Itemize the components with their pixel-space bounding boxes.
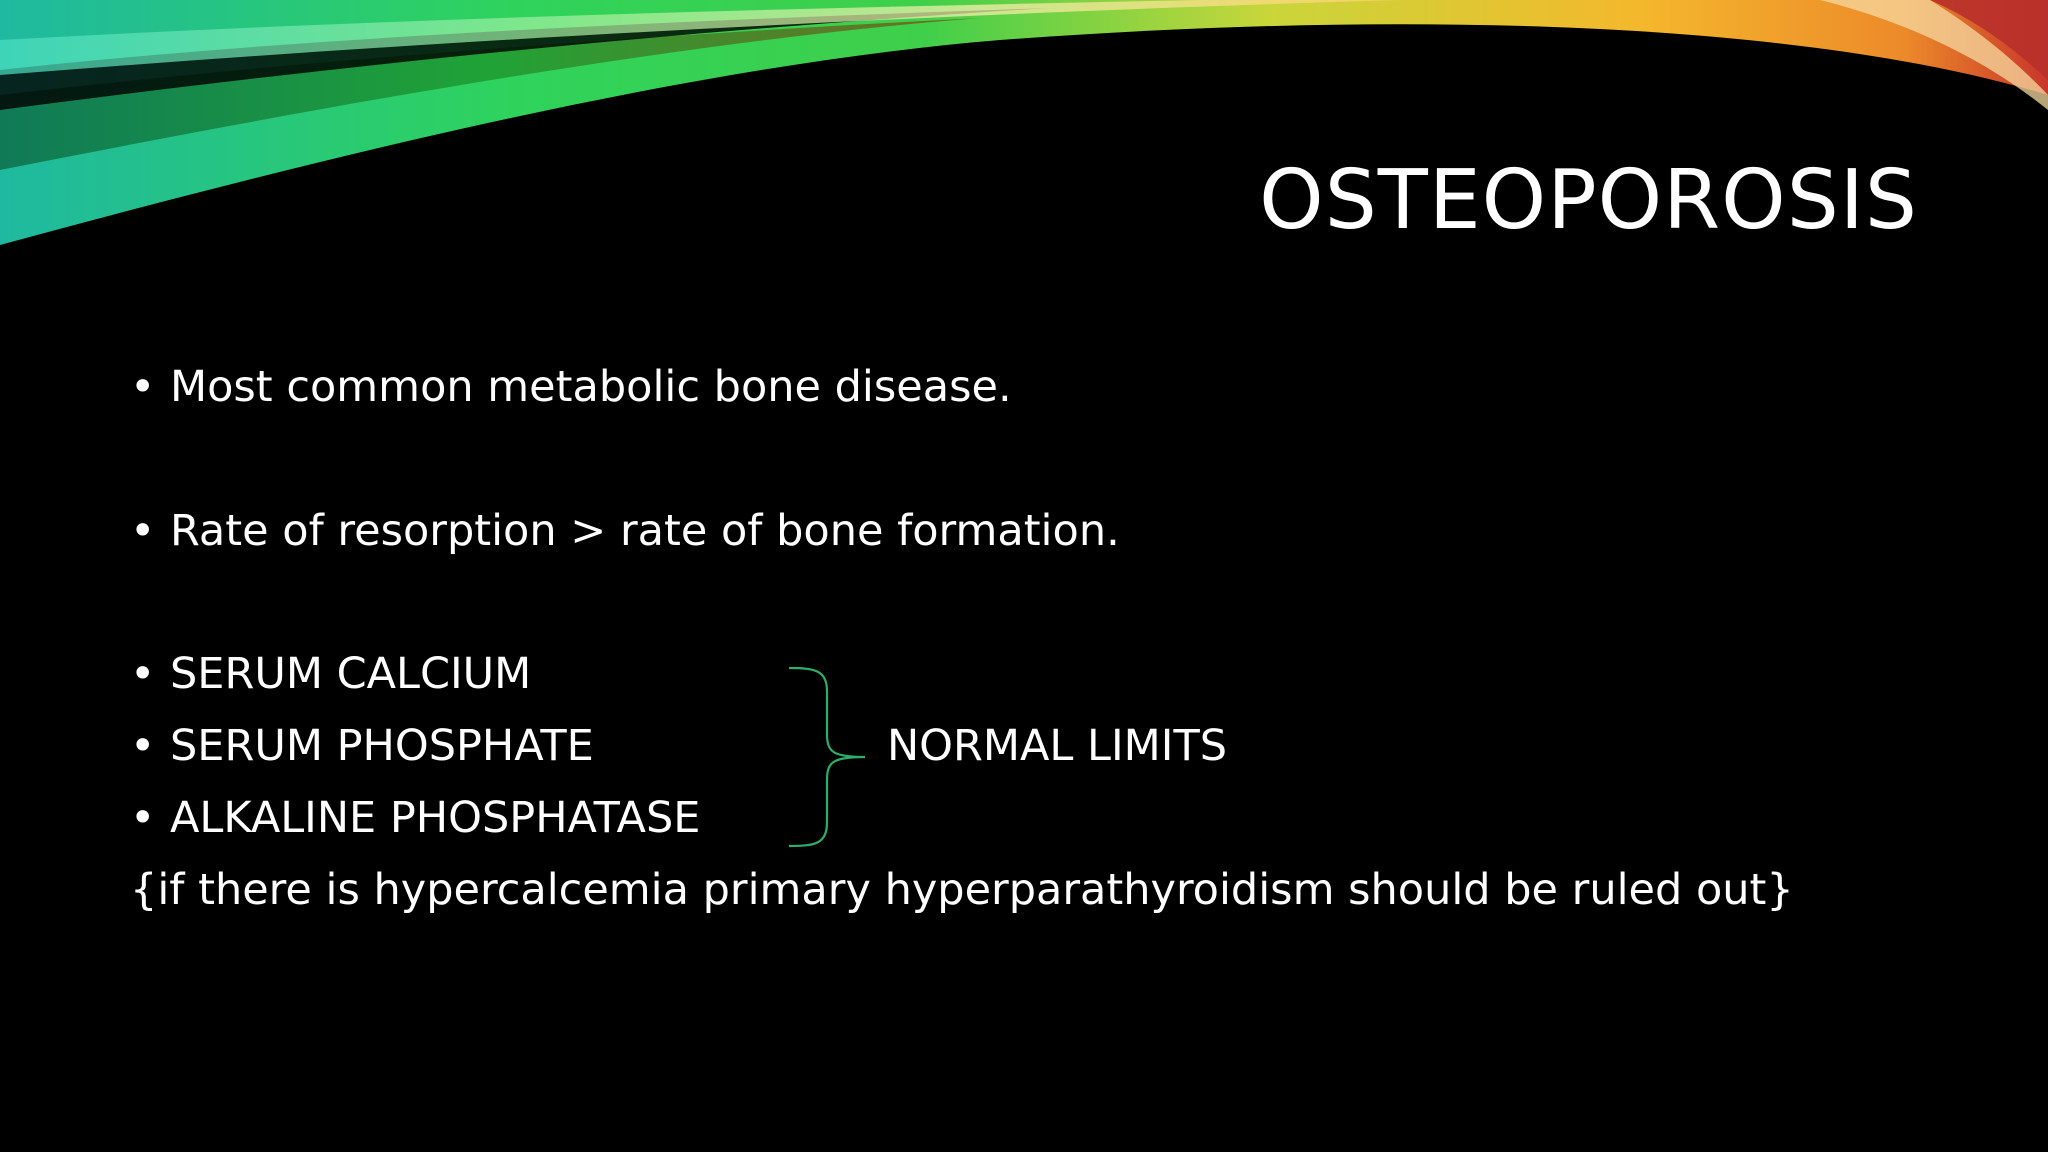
normal-limits-label: NORMAL LIMITS — [887, 721, 1228, 771]
bullet-text: SERUM PHOSPHATE — [170, 721, 594, 771]
bullet-item — [130, 721, 594, 771]
bullet-item — [130, 362, 1012, 412]
bullet-icon: • — [130, 649, 156, 699]
slide-title: OSTEOPOROSIS — [1259, 153, 1918, 248]
bullet-text: ALKALINE PHOSPHATASE — [170, 793, 701, 843]
footnote-text: {if there is hypercalcemia primary hyperparathyroidism should be ruled out} — [130, 865, 1794, 915]
bullet-item — [130, 793, 701, 843]
bullet-item — [130, 506, 1120, 556]
bullet-icon: • — [130, 362, 156, 412]
bullet-icon: • — [130, 721, 156, 771]
bullet-item — [130, 649, 532, 699]
bullet-icon: • — [130, 506, 156, 556]
bullet-text: SERUM CALCIUM — [170, 649, 532, 699]
right-curly-brace-icon — [785, 662, 875, 852]
bullet-icon: • — [130, 793, 156, 843]
bullet-text: Rate of resorption > rate of bone formation. — [170, 506, 1120, 556]
bullet-text: Most common metabolic bone disease. — [170, 362, 1012, 412]
